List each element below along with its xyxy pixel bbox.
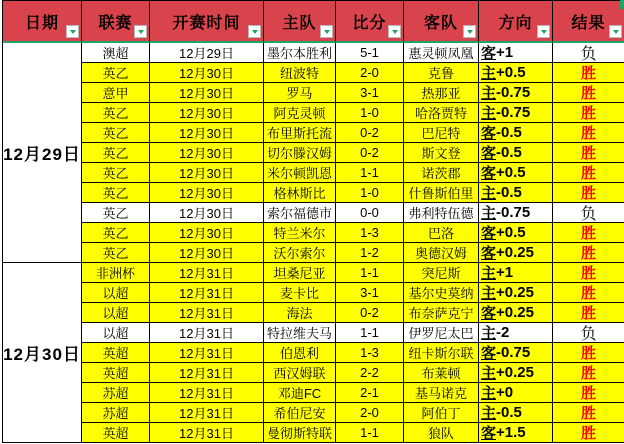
cell-result[interactable]: 负 bbox=[553, 323, 624, 343]
direction-handicap-value: -0.75 bbox=[496, 84, 531, 101]
cell-start-time[interactable]: 12月30日 bbox=[150, 223, 264, 243]
cell-home-team[interactable]: 希伯尼安 bbox=[264, 403, 336, 423]
cell-league[interactable]: 非洲杯 bbox=[82, 263, 150, 283]
direction-handicap-value: +0.25 bbox=[496, 304, 534, 321]
cell-result[interactable]: 负 bbox=[553, 203, 624, 223]
date-group-cell[interactable]: 12月30日 bbox=[3, 263, 82, 443]
direction-side-label: 客 bbox=[481, 225, 497, 242]
cell-home-team[interactable]: 特兰米尔 bbox=[264, 223, 336, 243]
direction-handicap-value: +0.25 bbox=[496, 244, 534, 261]
cell-away-team[interactable]: 斯文登 bbox=[404, 143, 479, 163]
cell-away-team[interactable]: 奥德汉姆 bbox=[404, 243, 479, 263]
cell-score[interactable]: 2-1 bbox=[336, 383, 404, 403]
cell-league[interactable]: 英超 bbox=[82, 423, 150, 443]
direction-side-label: 主 bbox=[481, 185, 497, 202]
cell-direction[interactable] bbox=[479, 123, 553, 143]
cell-start-time[interactable]: 12月30日 bbox=[150, 123, 264, 143]
cell-league[interactable]: 英乙 bbox=[82, 163, 150, 183]
filter-arrow-icon bbox=[70, 30, 76, 34]
cell-league[interactable]: 英超 bbox=[82, 343, 150, 363]
cell-start-time[interactable]: 12月31日 bbox=[150, 363, 264, 383]
cell-start-time[interactable]: 12月31日 bbox=[150, 283, 264, 303]
direction-handicap-value: +1 bbox=[496, 264, 514, 281]
cell-result[interactable]: 胜 bbox=[553, 163, 624, 183]
cell-league[interactable]: 意甲 bbox=[82, 83, 150, 103]
filter-arrow-icon bbox=[138, 30, 144, 34]
cell-away-team[interactable]: 弗利特伍德 bbox=[404, 203, 479, 223]
direction-handicap-value: -0.5 bbox=[496, 404, 522, 421]
direction-side-label: 主 bbox=[481, 405, 497, 422]
cell-result[interactable]: 胜 bbox=[553, 143, 624, 163]
cell-score[interactable]: 1-0 bbox=[336, 183, 404, 203]
cell-home-team[interactable]: 曼彻斯特联 bbox=[264, 423, 336, 443]
cell-score[interactable]: 0-2 bbox=[336, 123, 404, 143]
direction-side-label: 主 bbox=[481, 85, 497, 102]
cell-direction[interactable] bbox=[479, 283, 553, 303]
filter-arrow-icon bbox=[252, 30, 258, 34]
cell-direction[interactable] bbox=[479, 83, 553, 103]
cell-start-time[interactable]: 12月30日 bbox=[150, 83, 264, 103]
cell-away-team[interactable]: 基马诺克 bbox=[404, 383, 479, 403]
filter-arrow-icon bbox=[467, 30, 473, 34]
cell-result[interactable]: 胜 bbox=[553, 343, 624, 363]
cell-home-team[interactable]: 切尔滕汉姆 bbox=[264, 143, 336, 163]
cell-result[interactable]: 胜 bbox=[553, 383, 624, 403]
direction-side-label: 客 bbox=[481, 305, 497, 322]
cell-score[interactable]: 0-2 bbox=[336, 143, 404, 163]
cell-league[interactable]: 英乙 bbox=[82, 223, 150, 243]
cell-score[interactable]: 2-0 bbox=[336, 63, 404, 83]
result-header-label: 结果 bbox=[571, 14, 606, 32]
cell-direction[interactable] bbox=[479, 243, 553, 263]
cell-start-time[interactable]: 12月30日 bbox=[150, 163, 264, 183]
cell-league[interactable]: 苏超 bbox=[82, 403, 150, 423]
direction-handicap-value: +0.5 bbox=[496, 164, 526, 181]
direction-side-label: 主 bbox=[481, 365, 497, 382]
away-header-label: 客队 bbox=[423, 14, 458, 32]
filter-dropdown-button[interactable] bbox=[609, 25, 622, 38]
cell-direction[interactable] bbox=[479, 343, 553, 363]
cell-direction[interactable] bbox=[479, 223, 553, 243]
column-header-direction[interactable] bbox=[479, 1, 553, 43]
cell-home-team[interactable]: 伯恩利 bbox=[264, 343, 336, 363]
column-header-result[interactable] bbox=[553, 1, 624, 43]
cell-result[interactable]: 胜 bbox=[553, 63, 624, 83]
cell-result[interactable]: 胜 bbox=[553, 123, 624, 143]
direction-handicap-value: +0.25 bbox=[496, 284, 534, 301]
cell-home-team[interactable]: 麦卡比 bbox=[264, 283, 336, 303]
cell-score[interactable]: 3-1 bbox=[336, 283, 404, 303]
cell-direction[interactable] bbox=[479, 323, 553, 343]
direction-handicap-value: -2 bbox=[496, 324, 510, 341]
cell-league[interactable]: 以超 bbox=[82, 303, 150, 323]
cell-league[interactable]: 以超 bbox=[82, 323, 150, 343]
cell-away-team[interactable]: 纽卡斯尔联 bbox=[404, 343, 479, 363]
top-right-accent bbox=[620, 0, 624, 9]
cell-away-team[interactable]: 诺茨郡 bbox=[404, 163, 479, 183]
cell-start-time[interactable]: 12月31日 bbox=[150, 343, 264, 363]
column-header-score[interactable] bbox=[336, 1, 404, 43]
cell-away-team[interactable]: 热那亚 bbox=[404, 83, 479, 103]
cell-start-time[interactable]: 12月29日 bbox=[150, 43, 264, 63]
cell-score[interactable]: 1-1 bbox=[336, 163, 404, 183]
cell-start-time[interactable]: 12月31日 bbox=[150, 423, 264, 443]
time-header-label: 开赛时间 bbox=[172, 14, 241, 32]
cell-score[interactable]: 1-1 bbox=[336, 263, 404, 283]
cell-home-team[interactable]: 米尔顿凯恩 bbox=[264, 163, 336, 183]
cell-away-team[interactable]: 巴洛 bbox=[404, 223, 479, 243]
cell-home-team[interactable]: 格林斯比 bbox=[264, 183, 336, 203]
column-header-away[interactable] bbox=[404, 1, 479, 43]
cell-league[interactable]: 澳超 bbox=[82, 43, 150, 63]
direction-handicap-value: +0.5 bbox=[496, 224, 526, 241]
cell-away-team[interactable]: 哈洛贾特 bbox=[404, 103, 479, 123]
direction-handicap-value: -0.5 bbox=[496, 144, 522, 161]
filter-dropdown-button[interactable] bbox=[320, 25, 333, 38]
cell-league[interactable]: 英乙 bbox=[82, 103, 150, 123]
cell-league[interactable]: 英乙 bbox=[82, 123, 150, 143]
direction-side-label: 客 bbox=[481, 425, 497, 442]
cell-direction[interactable] bbox=[479, 163, 553, 183]
filter-dropdown-button[interactable] bbox=[248, 25, 261, 38]
column-header-time[interactable] bbox=[150, 1, 264, 43]
direction-handicap-value: +0 bbox=[496, 384, 514, 401]
direction-handicap-value: +1 bbox=[496, 44, 514, 61]
cell-score[interactable]: 0-2 bbox=[336, 303, 404, 323]
cell-home-team[interactable]: 罗马 bbox=[264, 83, 336, 103]
direction-side-label: 主 bbox=[481, 385, 497, 402]
cell-start-time[interactable]: 12月30日 bbox=[150, 243, 264, 263]
filter-dropdown-button[interactable] bbox=[134, 25, 147, 38]
cell-away-team[interactable]: 惠灵顿凤凰 bbox=[404, 43, 479, 63]
cell-home-team[interactable]: 西汉姆联 bbox=[264, 363, 336, 383]
cell-result[interactable]: 胜 bbox=[553, 303, 624, 323]
cell-league[interactable]: 英乙 bbox=[82, 63, 150, 83]
cell-start-time[interactable]: 12月30日 bbox=[150, 63, 264, 83]
filter-arrow-icon bbox=[392, 30, 398, 34]
direction-side-label: 主 bbox=[481, 325, 497, 342]
date-header-label: 日期 bbox=[24, 14, 59, 32]
cell-start-time[interactable]: 12月31日 bbox=[150, 383, 264, 403]
cell-start-time[interactable]: 12月31日 bbox=[150, 403, 264, 423]
cell-start-time[interactable]: 12月30日 bbox=[150, 103, 264, 123]
direction-handicap-value: -0.75 bbox=[496, 104, 531, 121]
direction-side-label: 主 bbox=[481, 105, 497, 122]
direction-handicap-value: -0.5 bbox=[496, 124, 522, 141]
direction-handicap-value: -0.75 bbox=[496, 344, 531, 361]
cell-score[interactable]: 1-0 bbox=[336, 103, 404, 123]
cell-direction[interactable] bbox=[479, 403, 553, 423]
cell-score[interactable]: 1-3 bbox=[336, 343, 404, 363]
column-header-home[interactable] bbox=[264, 1, 336, 43]
cell-home-team[interactable]: 纽波特 bbox=[264, 63, 336, 83]
cell-result[interactable]: 胜 bbox=[553, 263, 624, 283]
direction-side-label: 客 bbox=[481, 145, 497, 162]
cell-direction[interactable] bbox=[479, 63, 553, 83]
cell-direction[interactable] bbox=[479, 383, 553, 403]
date-group-cell[interactable]: 12月29日 bbox=[3, 43, 82, 263]
cell-result[interactable]: 胜 bbox=[553, 363, 624, 383]
cell-league[interactable]: 英乙 bbox=[82, 143, 150, 163]
cell-home-team[interactable]: 墨尔本胜利 bbox=[264, 43, 336, 63]
cell-home-team[interactable]: 阿克灵顿 bbox=[264, 103, 336, 123]
cell-result[interactable]: 负 bbox=[553, 43, 624, 63]
cell-result[interactable]: 胜 bbox=[553, 283, 624, 303]
direction-handicap-value: -0.5 bbox=[496, 184, 522, 201]
direction-side-label: 客 bbox=[481, 165, 497, 182]
cell-direction[interactable] bbox=[479, 183, 553, 203]
cell-league[interactable]: 英超 bbox=[82, 363, 150, 383]
cell-score[interactable]: 2-0 bbox=[336, 403, 404, 423]
home-header-label: 主队 bbox=[282, 14, 317, 32]
cell-direction[interactable] bbox=[479, 203, 553, 223]
cell-direction[interactable] bbox=[479, 303, 553, 323]
cell-score[interactable]: 2-2 bbox=[336, 363, 404, 383]
cell-result[interactable]: 胜 bbox=[553, 423, 624, 443]
direction-side-label: 客 bbox=[481, 45, 497, 62]
cell-start-time[interactable]: 12月31日 bbox=[150, 303, 264, 323]
cell-away-team[interactable]: 伊罗尼太巴 bbox=[404, 323, 479, 343]
cell-league[interactable]: 以超 bbox=[82, 283, 150, 303]
cell-home-team[interactable]: 沃尔索尔 bbox=[264, 243, 336, 263]
cell-league[interactable]: 苏超 bbox=[82, 383, 150, 403]
direction-handicap-value: +0.5 bbox=[496, 64, 526, 81]
cell-home-team[interactable]: 索尔福德市 bbox=[264, 203, 336, 223]
cell-away-team[interactable]: 克鲁 bbox=[404, 63, 479, 83]
direction-side-label: 主 bbox=[481, 65, 497, 82]
direction-handicap-value: +1.5 bbox=[496, 424, 526, 441]
cell-away-team[interactable]: 基尔史莫纳 bbox=[404, 283, 479, 303]
cell-score[interactable]: 1-2 bbox=[336, 243, 404, 263]
filter-arrow-icon bbox=[324, 30, 330, 34]
cell-result[interactable]: 胜 bbox=[553, 83, 624, 103]
cell-score[interactable]: 5-1 bbox=[336, 43, 404, 63]
league-header-label: 联赛 bbox=[98, 14, 133, 32]
cell-away-team[interactable]: 狼队 bbox=[404, 423, 479, 443]
cell-home-team[interactable]: 坦桑尼亚 bbox=[264, 263, 336, 283]
filter-dropdown-button[interactable] bbox=[537, 25, 550, 38]
cell-away-team[interactable]: 巴尼特 bbox=[404, 123, 479, 143]
cell-score[interactable]: 0-0 bbox=[336, 203, 404, 223]
cell-league[interactable]: 英乙 bbox=[82, 243, 150, 263]
direction-handicap-value: +0.25 bbox=[496, 364, 534, 381]
cell-result[interactable]: 胜 bbox=[553, 223, 624, 243]
results-table bbox=[2, 0, 624, 443]
cell-direction[interactable] bbox=[479, 423, 553, 443]
cell-direction[interactable] bbox=[479, 43, 553, 63]
filter-dropdown-button[interactable] bbox=[463, 25, 476, 38]
cell-home-team[interactable]: 海法 bbox=[264, 303, 336, 323]
direction-handicap-value: -0.75 bbox=[496, 204, 531, 221]
cell-home-team[interactable]: 邓迪FC bbox=[264, 383, 336, 403]
cell-score[interactable]: 3-1 bbox=[336, 83, 404, 103]
cell-score[interactable]: 1-1 bbox=[336, 423, 404, 443]
direction-side-label: 客 bbox=[481, 125, 497, 142]
cell-start-time[interactable]: 12月31日 bbox=[150, 263, 264, 283]
filter-arrow-icon bbox=[613, 30, 619, 34]
cell-away-team[interactable]: 布奈萨克宁 bbox=[404, 303, 479, 323]
cell-start-time[interactable]: 12月30日 bbox=[150, 143, 264, 163]
cell-start-time[interactable]: 12月30日 bbox=[150, 203, 264, 223]
cell-direction[interactable] bbox=[479, 263, 553, 283]
cell-away-team[interactable]: 布莱顿 bbox=[404, 363, 479, 383]
column-header-league[interactable] bbox=[82, 1, 150, 43]
cell-direction[interactable] bbox=[479, 143, 553, 163]
cell-result[interactable]: 胜 bbox=[553, 403, 624, 423]
filter-arrow-icon bbox=[541, 30, 547, 34]
direction-side-label: 主 bbox=[481, 285, 497, 302]
cell-league[interactable]: 英乙 bbox=[82, 183, 150, 203]
column-header-date[interactable] bbox=[3, 1, 82, 43]
cell-home-team[interactable]: 特拉维夫马 bbox=[264, 323, 336, 343]
cell-start-time[interactable]: 12月31日 bbox=[150, 323, 264, 343]
cell-result[interactable]: 胜 bbox=[553, 103, 624, 123]
cell-away-team[interactable]: 什鲁斯伯里 bbox=[404, 183, 479, 203]
direction-side-label: 主 bbox=[481, 205, 497, 222]
cell-away-team[interactable]: 阿伯丁 bbox=[404, 403, 479, 423]
cell-direction[interactable] bbox=[479, 103, 553, 123]
filter-dropdown-button[interactable] bbox=[66, 25, 79, 38]
direction-side-label: 主 bbox=[481, 265, 497, 282]
cell-direction[interactable] bbox=[479, 363, 553, 383]
cell-league[interactable]: 英乙 bbox=[82, 203, 150, 223]
cell-score[interactable]: 1-1 bbox=[336, 323, 404, 343]
filter-dropdown-button[interactable] bbox=[388, 25, 401, 38]
cell-home-team[interactable]: 布里斯托流 bbox=[264, 123, 336, 143]
cell-away-team[interactable]: 突尼斯 bbox=[404, 263, 479, 283]
score-header-label: 比分 bbox=[352, 14, 387, 32]
cell-result[interactable]: 胜 bbox=[553, 183, 624, 203]
cell-score[interactable]: 1-3 bbox=[336, 223, 404, 243]
cell-result[interactable]: 胜 bbox=[553, 243, 624, 263]
direction-header-label: 方向 bbox=[498, 14, 533, 32]
cell-start-time[interactable]: 12月30日 bbox=[150, 183, 264, 203]
direction-side-label: 客 bbox=[481, 245, 497, 262]
direction-side-label: 客 bbox=[481, 345, 497, 362]
